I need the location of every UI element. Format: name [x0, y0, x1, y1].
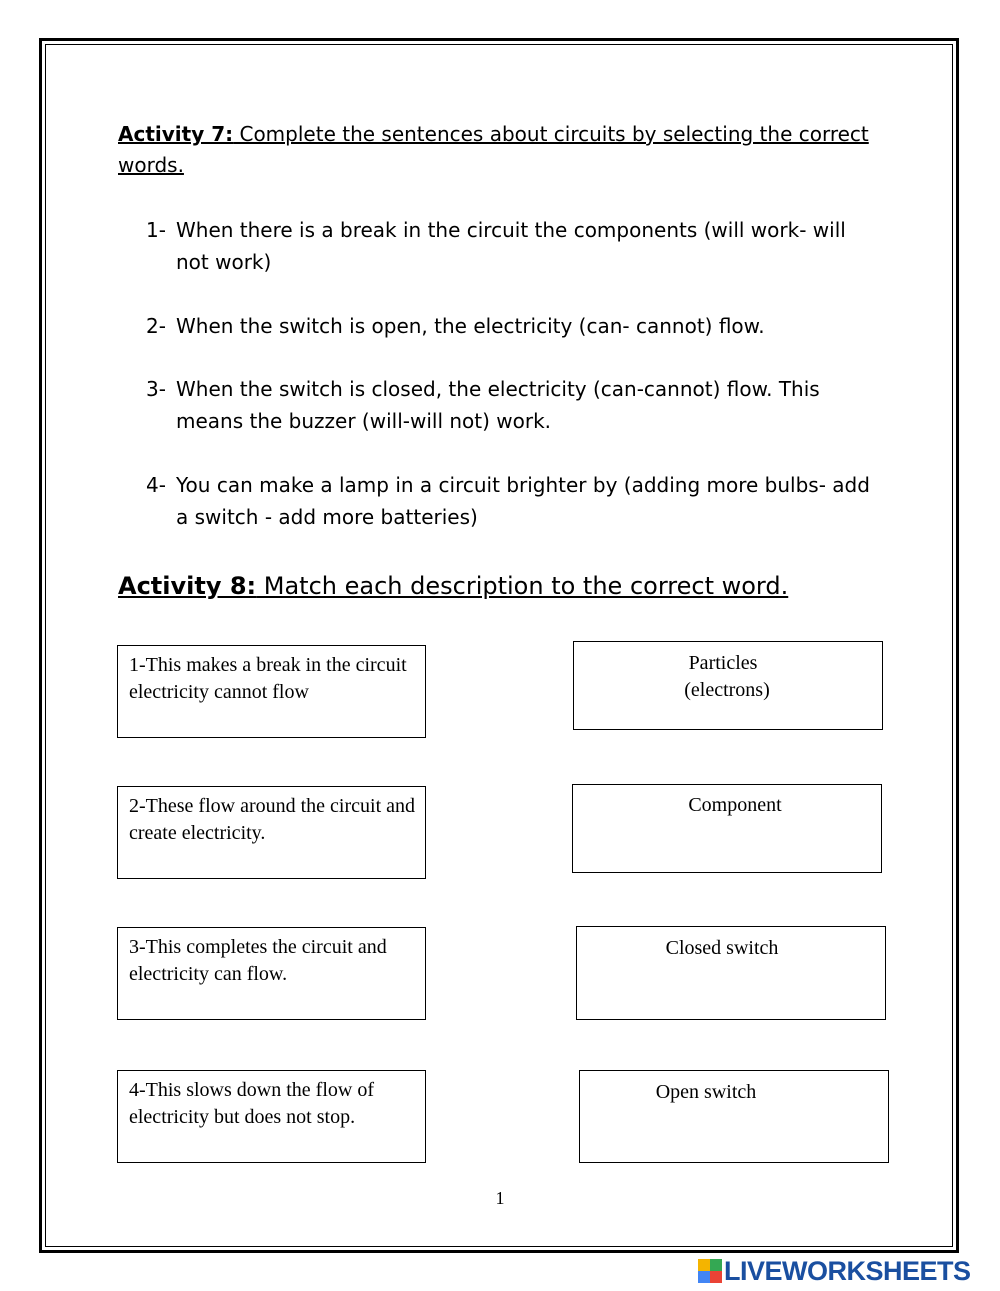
question-number: 1-	[146, 218, 166, 242]
activity7-label: Activity 7:	[118, 122, 234, 146]
word-text: Particles	[688, 652, 758, 674]
description-text: 3-This completes the circuit and electricity can flow.	[129, 936, 387, 985]
question-text: You can make a lamp in a circuit brighter by (adding more bulbs- add a switch - add more batteries)	[176, 473, 870, 529]
description-text: 2-These flow around the circuit and create electricity.	[129, 795, 416, 844]
question-text: When there is a break in the circuit the components (will work- will not work)	[176, 218, 846, 274]
description-text: 4-This slows down the flow of electricity but does not stop.	[129, 1079, 374, 1128]
question-text: When the switch is open, the electricity (can- cannot) flow.	[176, 314, 765, 338]
activity8-label: Activity 8:	[118, 572, 257, 600]
page-number: 1	[495, 1188, 505, 1208]
word-box-3[interactable]	[576, 926, 886, 1020]
activity8-heading	[118, 569, 878, 603]
question-text: When the switch is closed, the electricity (can-cannot) flow. This means the buzzer (will-will not) work.	[176, 377, 820, 433]
activity7-heading	[118, 119, 878, 181]
question-1	[146, 214, 876, 278]
liveworksheets-logo-icon	[698, 1259, 722, 1283]
question-4	[146, 469, 876, 533]
question-number: 3-	[146, 377, 166, 401]
description-box-4[interactable]	[117, 1070, 426, 1163]
description-box-2[interactable]	[117, 786, 426, 879]
description-text: 1-This makes a break in the circuit electricity cannot flow	[129, 654, 407, 703]
word-box-4[interactable]	[579, 1070, 889, 1163]
description-box-1[interactable]	[117, 645, 426, 738]
word-text: Open switch	[655, 1081, 757, 1103]
question-number: 2-	[146, 314, 166, 338]
word-box-1[interactable]	[573, 641, 883, 730]
question-3	[146, 373, 876, 437]
question-2	[146, 310, 876, 342]
question-number: 4-	[146, 473, 166, 497]
word-text-secondary: (electrons)	[684, 679, 770, 701]
activity8-instruction: Match each description to the correct word.	[256, 572, 789, 600]
activity7-instruction: Complete the sentences about circuits by selecting the correct words.	[118, 122, 869, 177]
description-box-3[interactable]	[117, 927, 426, 1020]
brand-name: LIVEWORKSHEETS	[724, 1255, 971, 1286]
liveworksheets-brand[interactable]	[698, 1256, 971, 1286]
word-box-2[interactable]	[572, 784, 882, 873]
word-text: Closed switch	[665, 937, 779, 959]
word-text: Component	[688, 794, 782, 816]
